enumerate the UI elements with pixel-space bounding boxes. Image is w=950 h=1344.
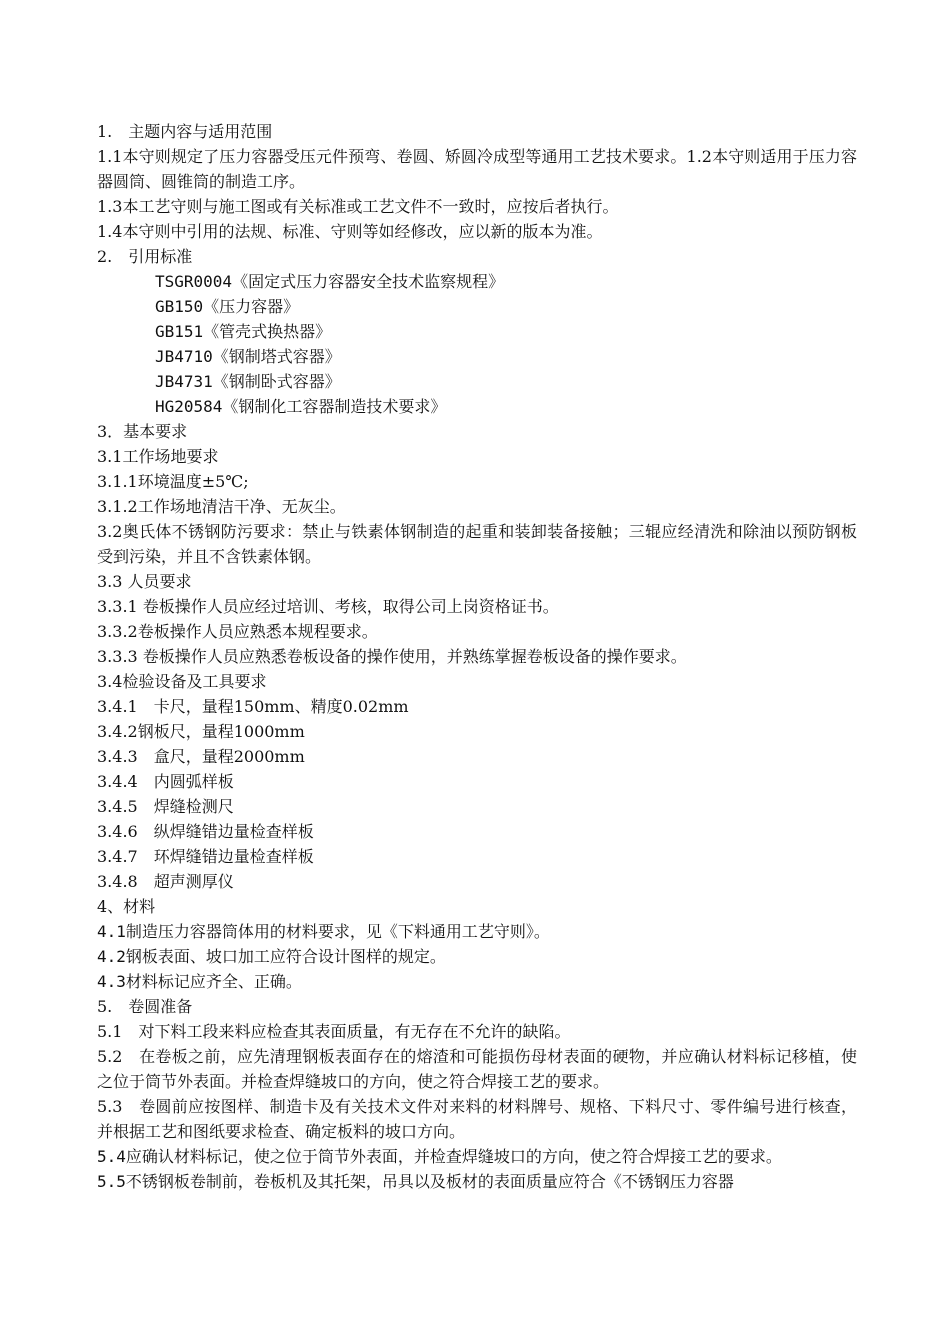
paragraph-3-1-1: 3.1.1环境温度±5℃; [97,472,249,491]
paragraph-5-4: 5.4应确认材料标记，使之位于筒节外表面，并检查焊缝坡口的方向，使之符合焊接工艺的要求。 [97,1147,782,1166]
tool-item: 3.4.8 超声测厚仪 [97,872,234,891]
section-heading-4: 4、材料 [97,897,156,916]
paragraph-5-2: 5.2 在卷板之前，应先清理钢板表面存在的熔渣和可能损伤母材表面的硬物，并应确认材料标记移植，使之位于筒节外表面。并检查焊缝坡口的方向，使之符合焊接工艺的要求。 [97,1047,857,1091]
paragraph-3-1-2: 3.1.2工作场地清洁干净、无灰尘。 [97,497,346,516]
paragraph-4-2: 4.2钢板表面、坡口加工应符合设计图样的规定。 [97,947,446,966]
section-heading-3: 3．基本要求 [97,422,188,441]
section-heading-1: 1. 主题内容与适用范围 [97,122,273,141]
subheading-3-1: 3.1工作场地要求 [97,447,219,466]
tool-item: 3.4.3 盒尺，量程2000mm [97,747,305,766]
standard-item: JB4731《钢制卧式容器》 [155,372,341,391]
section-heading-5: 5. 卷圆准备 [97,997,193,1016]
subheading-3-3: 3.3 人员要求 [97,572,192,591]
standard-item: JB4710《钢制塔式容器》 [155,347,341,366]
paragraph-1-4: 1.4本守则中引用的法规、标准、守则等如经修改，应以新的版本为准。 [97,222,603,241]
tool-item: 3.4.2钢板尺，量程1000mm [97,722,305,741]
standard-item: HG20584《钢制化工容器制造技术要求》 [155,397,447,416]
paragraph-4-3: 4.3材料标记应齐全、正确。 [97,972,302,991]
standard-item: GB150《压力容器》 [155,297,300,316]
standard-item: GB151《管壳式换热器》 [155,322,332,341]
tool-item: 3.4.6 纵焊缝错边量检查样板 [97,822,314,841]
paragraph-5-3: 5.3 卷圆前应按图样、制造卡及有关技术文件对来料的材料牌号、规格、下料尺寸、零件编号进行核查，并根据工艺和图纸要求检查、确定板料的坡口方向。 [97,1097,857,1141]
paragraph-5-1: 5.1 对下料工段来料应检查其表面质量，有无存在不允许的缺陷。 [97,1022,571,1041]
paragraph-1-3: 1.3本工艺守则与施工图或有关标准或工艺文件不一致时，应按后者执行。 [97,197,619,216]
standard-item: TSGR0004《固定式压力容器安全技术监察规程》 [155,272,505,291]
paragraph-5-5: 5.5不锈钢板卷制前，卷板机及其托架，吊具以及板材的表面质量应符合《不锈钢压力容器 [97,1172,734,1191]
paragraph-4-1: 4.1制造压力容器筒体用的材料要求，见《下料通用工艺守则》。 [97,922,550,941]
paragraph-1-1: 1.1本守则规定了压力容器受压元件预弯、卷圆、矫圆冷成型等通用工艺技术要求。1.2本守则适用于压力容器圆筒、圆锥筒的制造工序。 [97,147,857,191]
paragraph-3-3-3: 3.3.3 卷板操作人员应熟悉卷板设备的操作使用，并熟练掌握卷板设备的操作要求。 [97,647,687,666]
tool-item: 3.4.1 卡尺，量程150mm、精度0.02mm [97,697,409,716]
subheading-3-4: 3.4检验设备及工具要求 [97,672,267,691]
tool-item: 3.4.7 环焊缝错边量检查样板 [97,847,314,866]
document-body [97,119,857,1194]
paragraph-3-3-1: 3.3.1 卷板操作人员应经过培训、考核，取得公司上岗资格证书。 [97,597,559,616]
paragraph-3-2: 3.2奥氏体不锈钢防污要求：禁止与铁素体钢制造的起重和装卸装备接触；三辊应经清洗和除油以预防钢板受到污染，并且不含铁素体钢。 [97,522,857,566]
tool-item: 3.4.4 内圆弧样板 [97,772,234,791]
section-heading-2: 2. 引用标准 [97,247,193,266]
paragraph-3-3-2: 3.3.2卷板操作人员应熟悉本规程要求。 [97,622,378,641]
tool-item: 3.4.5 焊缝检测尺 [97,797,234,816]
